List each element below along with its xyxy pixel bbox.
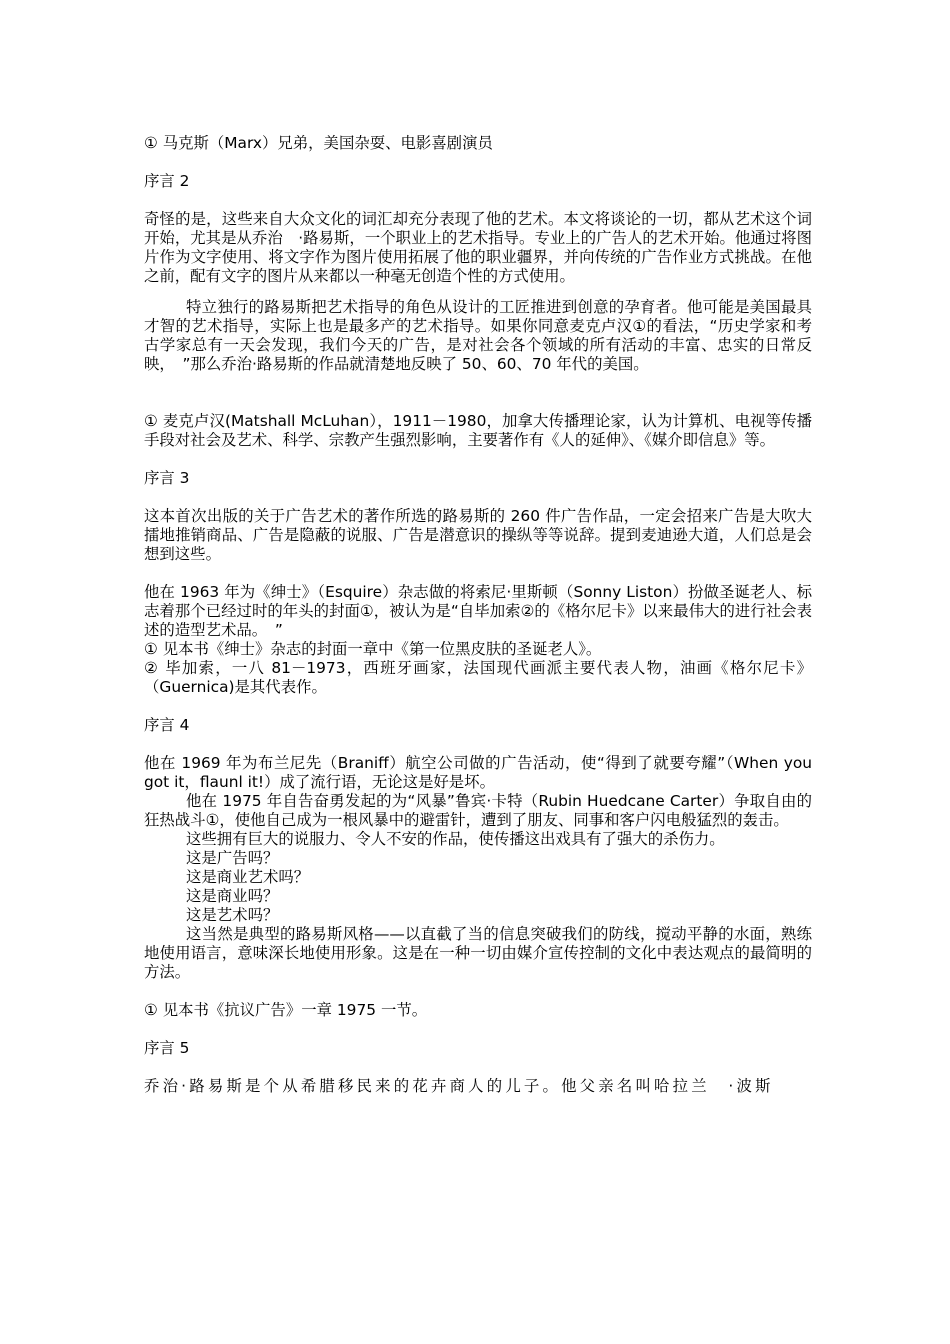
question-3: 这是商业吗？ bbox=[186, 887, 279, 905]
paragraph-s4-2: 他在 1975 年自告奋勇发起的为“风暴”鲁宾·卡特（Rubin Huedcane Carter）争取自由的狂热战斗①，使他自己成为一根风暴中的避雷针，遭到了朋友、同事和客户闪电般猛烈的轰击。 bbox=[144, 792, 812, 829]
section-heading-3: 序言 3 bbox=[144, 469, 190, 487]
question-1: 这是广告吗？ bbox=[186, 849, 279, 867]
paragraph-s3-2: 他在 1963 年为《绅士》（Esquire）杂志做的将索尼·里斯顿（Sonny Liston）扮做圣诞老人、标志着那个已经过时的年头的封面①，被认为是“自毕加索②的《格尔尼卡》以来最伟大的进行社会表述的造型艺术品。 ” bbox=[144, 583, 812, 639]
paragraph-s3-1: 这本首次出版的关于广告艺术的著作所选的路易斯的 260 件广告作品，一定会招来广告是大吹大擂地推销商品、广告是隐蔽的说服、广告是潜意识的操纵等等说辞。提到麦迪逊大道，人们总是会想到这些。 bbox=[144, 507, 812, 563]
paragraph-s4-4: 这当然是典型的路易斯风格——以直截了当的信息突破我们的防线，搅动平静的水面，熟练地使用语言，意味深长地使用形象。这是在一种一切由媒介宣传控制的文化中表达观点的最简明的方法。 bbox=[144, 925, 812, 981]
paragraph-s4-3: 这些拥有巨大的说服力、令人不安的作品，使传播这出戏具有了强大的杀伤力。 bbox=[186, 830, 725, 848]
paragraph-s2-2: 特立独行的路易斯把艺术指导的角色从设计的工匠推进到创意的孕育者。他可能是美国最具才智的艺术指导，实际上也是最多产的艺术指导。如果你同意麦克卢汉①的看法，“历史学家和考古学家总有一天会发现，我们今天的广告，是对社会各个领域的所有活动的丰富、忠实的日常反映， ”那么乔治·路易斯的作品就清楚地反映了 50、60、70 年代的美国。 bbox=[144, 298, 812, 373]
document-page bbox=[144, 134, 812, 1096]
question-4: 这是艺术吗？ bbox=[186, 906, 279, 924]
paragraph-s2-1: 奇怪的是，这些来自大众文化的词汇却充分表现了他的艺术。本文将谈论的一切，都从艺术这个词开始，尤其是从乔治 ·路易斯，一个职业上的艺术指导。专业上的广告人的艺术开始。他通过将图片作为文字使用、将文字作为图片使用拓展了他的职业疆界，并向传统的广告作业方式挑战。在他之前，配有文字的图片从来都以一种毫无创造个性的方式使用。 bbox=[144, 210, 812, 285]
paragraph-s5-1: 乔治·路易斯是个从希腊移民来的花卉商人的儿子。他父亲名叫哈拉兰 ·波斯 bbox=[144, 1077, 774, 1095]
footnote-marx: ① 马克斯（Marx）兄弟，美国杂耍、电影喜剧演员 bbox=[144, 134, 493, 152]
section-heading-2: 序言 2 bbox=[144, 172, 190, 190]
footnote-s4: ① 见本书《抗议广告》一章 1975 一节。 bbox=[144, 1001, 428, 1019]
paragraph-s4-1: 他在 1969 年为布兰尼先（Braniff）航空公司做的广告活动，使“得到了就要夸耀”（When you got it，flaunl it!）成了流行语，无论这是好是坏。 bbox=[144, 754, 812, 791]
section-heading-4: 序言 4 bbox=[144, 716, 190, 734]
question-2: 这是商业艺术吗？ bbox=[186, 868, 310, 886]
section-heading-5: 序言 5 bbox=[144, 1039, 190, 1057]
footnote-mcluhan: ① 麦克卢汉(Matshall McLuhan），1911－1980，加拿大传播理论家，认为计算机、电视等传播手段对社会及艺术、科学、宗教产生强烈影响，主要著作有《人的延伸》、《媒介即信息》等。 bbox=[144, 412, 812, 449]
footnote-s3-1: ① 见本书《绅士》杂志的封面一章中《第一位黑皮肤的圣诞老人》。 bbox=[144, 640, 602, 658]
footnote-s3-2: ② 毕加索，一八 81－1973，西班牙画家，法国现代画派主要代表人物，油画《格尔尼卡》（Guernica)是其代表作。 bbox=[144, 659, 812, 696]
